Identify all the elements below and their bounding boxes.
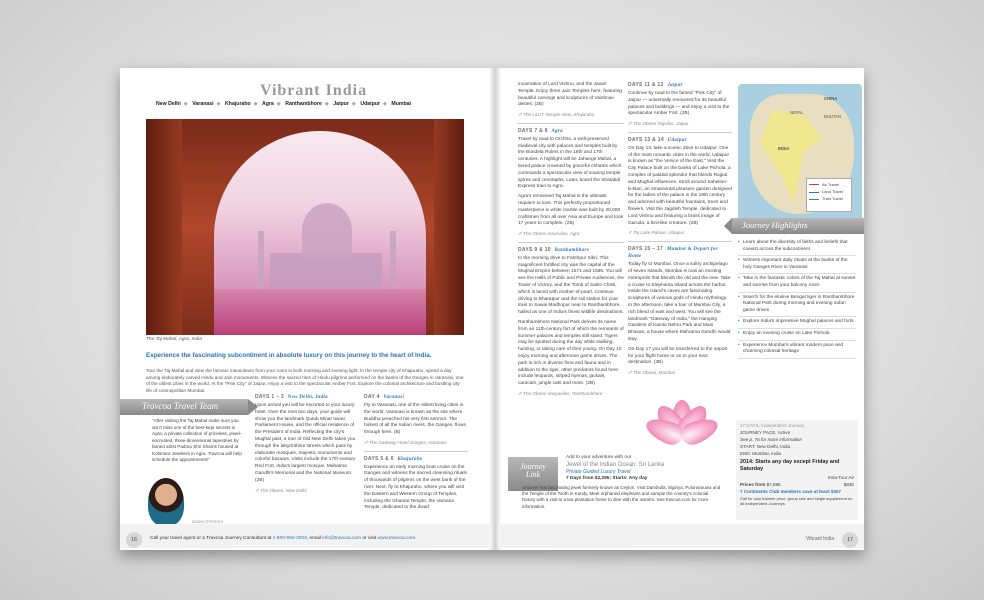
hotel-name: ✐ The Oberoi, New Delhi [255, 488, 359, 495]
left-page [120, 68, 492, 550]
highlights-list [738, 240, 856, 361]
journey-start: START: New Delhi, India [740, 443, 791, 449]
journey-link-dates: 7 Days from $2,295; Starts: Any day [566, 476, 648, 481]
journey-pace: JOURNEY PACE, Active [740, 429, 791, 435]
map-label-india: INDIA [778, 146, 790, 151]
price-header: Intra-Tour Air [827, 474, 854, 480]
city-item: Khajuraho [225, 101, 251, 107]
page-number: 16 [126, 532, 142, 548]
day-body: Travel by road to Orchha, a well-preserved medieval city with palaces and temples built by the Bundela Rulers in the 16th and 17th centuries. A highlight will be Jahangir Mahal, a tiered palace crowned by graceful chhatris which commands a spectacular view of soaring temple spires and cenotaphs. Later, board the Shatabdi Express train to Agra. [518, 136, 622, 190]
day-body: Fly to Varanasi, one of the oldest living cities in the world. Varanasi is known as the site where Buddha preached his very first sermon. The holiest of all the Indian rivers, the Ganges, flows through here. (B) [364, 403, 466, 436]
consultant-photo [148, 478, 184, 526]
city-item: Jaipur [333, 101, 349, 107]
page-title: Vibrant India [260, 82, 368, 99]
highlight-item: • Witness important daily rituals at the banks of the holy Ganges River in Varanasi [738, 258, 856, 274]
day-body: Continue by road to the famed "Pink City" of Jaipur — universally renowned for its beautiful palaces and buildings — and enjoy a visit to the spectacular Amber Fort. (2B) [628, 91, 730, 117]
taj-mahal-photo [146, 119, 464, 335]
day-body: Today fly to Mumbai. Once a sultry archipelago of seven islands, Mumbai is now an exciting metropolis that blends the old and the new. Take a cruise to Elephanta Island across the harbor. Inside the island's caves are fascinating sculptures of various gods of Hindu mythology. In the afternoon, take a tour of Mumbai City, a rich blend of east and west. You will see the landmark "Gateway of India," the Hanging Gardens of Kamla Nehru Park and Mani Bhavan, a house where Mahatma Gandhi would stay. [628, 262, 731, 342]
map-label-nepal: NEPAL [790, 110, 804, 115]
website-link[interactable]: www.travcoa.com. [377, 536, 417, 541]
day-heading: DAYS 1 – 3 New Delhi, India [255, 394, 328, 400]
map-legend: Air Travel Land Travel Train Travel [806, 178, 852, 212]
travel-team-box [146, 418, 250, 538]
day-heading: DAYS 9 & 10 Ranthambhore [518, 246, 590, 253]
journey-end: END: Mumbai, India [740, 450, 782, 456]
journey-link-intro: Add to your adventure with our [566, 455, 632, 460]
highlight-item: • Enjoy an evening cruise on Lake Pichola [738, 331, 856, 341]
itinerary-column-4 [628, 82, 732, 377]
highlight-item: • Experience Mumbai's vibrant modern pace and charming colonial heritage [738, 343, 856, 359]
day-heading: DAY 4 Varanasi [364, 394, 405, 400]
price-box [736, 420, 858, 520]
hotel-name: ✐ The Gateway Hotel Ganges, Varanasi [364, 440, 468, 447]
city-item: Udaipur [360, 101, 380, 107]
day-body: On Day 13, take a scenic drive to Udaipur. One of the most romantic cities in the world, Udaipur is known as "the Venice of the East." Visit the City Palace built on the banks of Lake Pichola, a complex of palatial splendor that blends Rajput and Mughal influences. Stroll around Sahelion-ki-Bari, an ornamental pleasure garden designed for the ladies of the palace in the 18th century and adorned with beautiful fountains, trees and flowers. Visit the Jagdish Temple, dedicated to Lord Vishnu and featuring a brass image of Garuda, a bird-like creature. (2B) [628, 145, 732, 226]
running-title: Vibrant India [806, 536, 834, 542]
map-label-china: CHINA [824, 96, 838, 101]
intro-body: Tour the Taj Mahal and view the famous mausoleum from your room in both morning and evening light. In the temple city of Khajuraho, spend a day among elaborately carved Hindu and Jain monuments. Witness the sacred rites of Hindu pilgrims performed on the banks of the Ganges in Varanasi, one of the oldest cities in the world. At the "Pink City" of Jaipur, enjoy a visit to the spectacular Amber Fort. Explore the colonial architecture and bustling city life of cosmopolitan Mumbai. [146, 368, 464, 393]
left-footer [120, 524, 492, 548]
highlight-item: • Learn about the diversity of faiths and beliefs that coexist across the subcontinent [738, 240, 856, 256]
photo-caption: The Taj Mahal, Agra, India [146, 337, 202, 342]
journey-link-title: Jewel of the Indian Ocean: Sri Lanka [566, 462, 665, 468]
price-row: Prices from $7,695 $830 [740, 481, 854, 487]
phone-link[interactable]: 1-800-992-2003 [272, 536, 307, 541]
hotel-name: ✐ The Oberoi Vanyavilas, Ranthambhore [518, 391, 624, 398]
journey-highlights-banner: Journey Highlights [732, 218, 864, 234]
journey-length: 17 DAYS, Independent Journey [740, 423, 805, 428]
price-note: Call for solo traveler price, group rate and single supplement on all Independent Journeys. [740, 495, 853, 506]
day-body: Upon arrival you will be escorted to your luxury hotel. Over the next two days, your guide will show you the landmark Qutub Minar tower, Parliament House, and the official residence of the President of India. Reflecting the city's Mughal past, a tour of Old New Delhi takes you through the labyrinthine streets which pass by elaborate mosques, majestic monuments and colorful bazaars. Visits include the 17th-century Red Fort, India's largest mosque, Mahatma Gandhi's Memorial and the National Museum. (2B) [255, 403, 356, 483]
hotel-name: ✐ Taj Lake Palace, Udaipur [628, 230, 732, 237]
highlight-item: • Take in the fantastic colors of the Taj Mahal at sunset and sunrise from your balcony room [738, 276, 856, 292]
itinerary-column-1 [255, 394, 359, 494]
journey-link-badge: Journey Link [508, 457, 558, 491]
itinerary-column-2 [364, 394, 468, 515]
journey-link-body: Uncover this fascinating jewel formerly known as Ceylon. Visit Dambulla, Sigiriya, Polonnaruwa and the Temple of the Tooth in Kandy. Meet orphaned elephants and sample the country's colonial history with a visit to a tea plantation home to dine with the owners. See travcoa.com for more information. [522, 485, 721, 509]
club-savings: 7 Continents Club members save at least $307 [740, 488, 842, 494]
highlight-item: • Search for the elusive Bengal tiger in Ranthambhore National Park during morning and evening safari game drives [738, 295, 856, 318]
right-page [498, 68, 864, 550]
day-heading: DAYS 5 & 6 Khajuraho [364, 455, 423, 462]
city-list: New Delhi ◆ Varanasi ◆ Khajuraho ◆ Agra ◆ Ranthambhore ◆ Jaipur ◆ Udaipur ◆ Mumbai [156, 101, 411, 107]
intro-headline: Experience the fascinating subcontinent in absolute luxury on this journey to the heart of India. [146, 352, 432, 359]
itinerary-column-3 [518, 82, 624, 397]
right-footer [498, 524, 864, 548]
hotel-name: ✐ The Oberoi Rajvilas, Jaipur [628, 121, 732, 128]
day-heading: DAYS 15 – 17 Mumbai & Depart for Home [628, 245, 718, 260]
city-item: New Delhi [156, 101, 181, 107]
city-item: Agra [261, 101, 274, 107]
route-map [738, 84, 862, 224]
hotel-name: ✐ The Oberoi, Mumbai [628, 370, 732, 377]
journey-link-box [508, 451, 724, 515]
travel-team-banner: Travcoa Travel Team [120, 399, 248, 415]
journey-link-subtitle: Private Guided Luxury Travel [566, 469, 631, 475]
day-heading: DAYS 13 & 14 Udaipur [628, 136, 687, 143]
day-body: Experience an early morning boat cruise on the Ganges and witness the sacred cleansing rituals of thousands of pilgrims on the west bank of the river. Next, fly to Khajuraho, where you will visit the Eastern and Western Group of Temples, including the Ghantai Temple, the Vamana Temple, dedicated to the dwarf [364, 464, 467, 511]
hotel-name: ✐ The LaLiT Temple View, Khajuraho [518, 112, 624, 119]
day-body: incarnation of Lord Vishnu, and the Javari Temple. Enjoy three Jain Temples here, featuring beautiful carvings and sculptures of Vaishnav deities. (2B) [518, 82, 622, 108]
team-quote: "After visiting the Taj Mahal make sure you don't miss one of the best-kept secrets in Agra: a private collection of priceless, jewel-encrusted, three-dimensional tapestries by famed artist Padma Shri Shams housed at Kohinoor Jewelers in Agra. Travcoa will help schedule the appointments!" [152, 418, 242, 463]
day-heading: DAYS 11 & 12 Jaipur [628, 82, 683, 88]
map-label-bhutan: BHUTAN [824, 114, 841, 119]
page-number: 17 [842, 532, 858, 548]
journey-dates: 2014: Starts any day except Friday and Saturday [740, 459, 840, 473]
city-item: Varanasi [192, 101, 214, 107]
day-body: On Day 17 you will be transferred to the airport for your flight home or on to your next destination. (3B) [628, 346, 728, 366]
highlight-item: • Explore India's impressive Mughal palaces and forts [738, 319, 856, 329]
day-body: In the morning drive to Fatehpur Sikri. This magnificent fortified city was the capital of the Mughal Empire between 1571 and 1585. You will see the Halls of Public and Private Audiences, the Tower of Victory, and the Tomb of Salim Chisti, which is laced with mother-of-pearl. Continue driving to Bharatpur and the rail station for your train to Sawai Madhopur near to Ranthambhore, hailed as one of India's finest wildlife destinations. [518, 255, 624, 316]
email-link[interactable]: info@travcoa.com [322, 536, 362, 541]
footer-contact: Call your travel agent or a Travcoa Journey Consultant at 1-800-992-2003, email info@travcoa.com or visit www.travcoa.com. [150, 536, 417, 541]
day-body: Ranthambhore National Park derives its name from an 11th-century fort of which the remnants of summer palaces and temples still stand. Tigers may be spotted during the day while stalking, hunting, or taking care of their young. On Day 10 enjoy morning and afternoon game drives. The park is rich in diverse flora and fauna and in addition to the tiger, other predators found here include leopards, striped hyenas, jackals, caracals, jungle cats and more. (2B) [518, 319, 624, 387]
hotel-name: ✐ The Oberoi Amarvilas, Agra [518, 231, 624, 238]
day-heading: DAYS 7 & 8 Agra [518, 127, 563, 134]
city-item: Mumbai [391, 101, 411, 107]
consultant-signature: Diane D'Amora [192, 519, 224, 524]
day-body: Agra's renowned Taj Mahal is the ultimate requiem to love. This perfectly proportioned masterpiece in white marble was built by 20,000 craftsmen from all over Asia and Europe and took 17 years to complete. (2B) [518, 194, 624, 227]
brochure-spread [120, 68, 864, 550]
city-item: Ranthambhore [285, 101, 322, 107]
journey-pace-note: See p. 76 for more information [740, 436, 803, 442]
